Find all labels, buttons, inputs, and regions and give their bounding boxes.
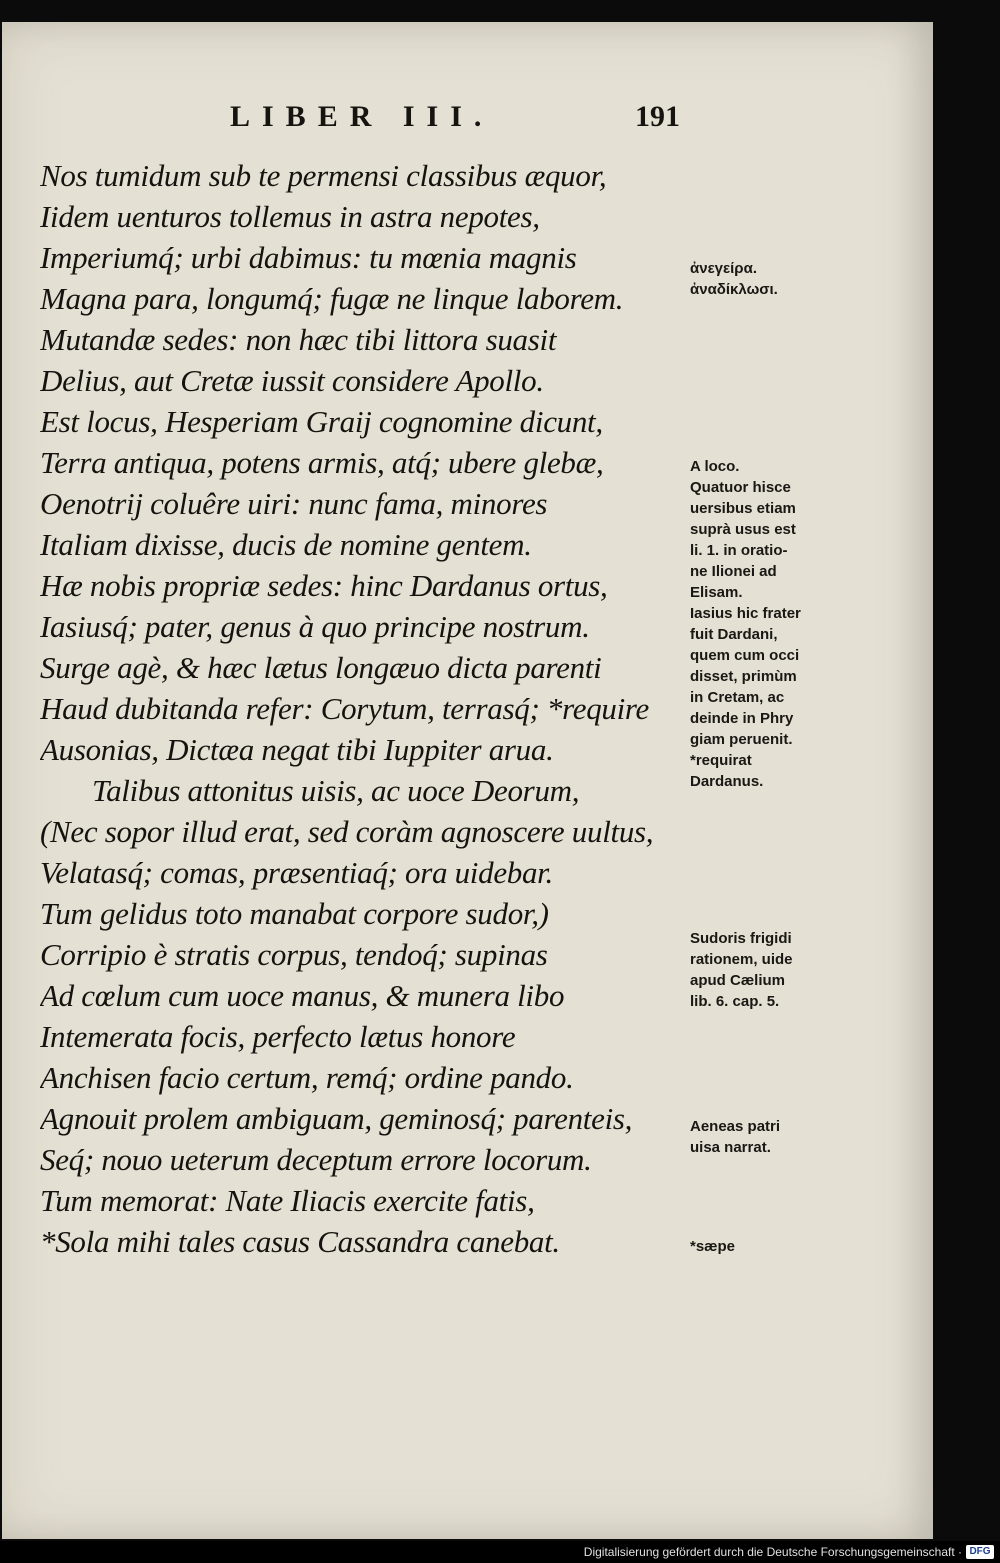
gloss-line: in Cretam, ac	[690, 689, 785, 706]
page-header	[230, 100, 680, 140]
verse-line: Iidem uenturos tollemus in astra nepotes,	[40, 199, 540, 234]
gloss-line: fuit Dardani,	[690, 626, 778, 643]
verse-line: Seq́; nouo ueterum deceptum errore locorum.	[40, 1142, 592, 1177]
verse-line: Iasiusq́; pater, genus à quo principe nostrum.	[40, 609, 590, 644]
verse-line: Velatasq́; comas, præsentiaq́; ora uidebar.	[40, 855, 553, 890]
gloss-line: Aeneas patri	[690, 1118, 781, 1135]
gloss-line: li. 1. in oratio-	[690, 542, 788, 559]
verse-line: *Sola mihi tales casus Cassandra canebat.	[40, 1224, 560, 1259]
verse-line: Talibus attonitus uisis, ac uoce Deorum,	[92, 773, 580, 808]
verse-line: Oenotrij coluêre uiri: nunc fama, minores	[40, 486, 548, 521]
verse-line: Agnouit prolem ambiguam, geminosq́; parenteis,	[40, 1101, 633, 1136]
gloss-line: rationem, uide	[690, 951, 793, 968]
marginal-gloss	[690, 258, 840, 300]
gloss-line: suprà usus est	[690, 521, 796, 538]
verse-line: Anchisen facio certum, remq́; ordine pando.	[40, 1060, 574, 1095]
gloss-line: ἀνεγείρα.	[690, 260, 757, 277]
verse-line: (Nec sopor illud erat, sed coràm agnoscere uultus,	[40, 814, 654, 849]
funding-notice: Digitalisierung gefördert durch die Deutsche Forschungsgemeinschaft ·	[583, 1545, 962, 1559]
verse-line: Terra antiqua, potens armis, atq́; ubere glebæ,	[40, 445, 604, 480]
gloss-line: A loco.	[690, 458, 740, 475]
page-number: 191	[635, 100, 680, 133]
gloss-line: giam peruenit.	[690, 731, 793, 748]
gloss-line: *sæpe	[690, 1238, 736, 1255]
gloss-line: Iasius hic frater	[690, 605, 801, 622]
gloss-line: lib. 6. cap. 5.	[690, 993, 780, 1010]
gloss-line: quem cum occi	[690, 647, 800, 664]
verse-line: Nos tumidum sub te permensi classibus æquor,	[40, 158, 607, 193]
gloss-line: uisa narrat.	[690, 1139, 771, 1156]
digitization-footer	[0, 1541, 1000, 1563]
marginal-gloss	[690, 456, 840, 792]
verse-line: Surge agè, & hæc lætus longæuo dicta parenti	[40, 650, 602, 685]
verse-line: Est locus, Hesperiam Graij cognomine dicunt,	[40, 404, 603, 439]
gloss-line: Elisam.	[690, 584, 743, 601]
verse-line: Imperiumq́; urbi dabimus: tu mœnia magnis	[40, 240, 577, 275]
verse-line: Corripio è stratis corpus, tendoq́; supinas	[40, 937, 548, 972]
gloss-line: deinde in Phry	[690, 710, 794, 727]
gloss-line: ἀναδίκλωσι.	[690, 281, 778, 298]
gloss-line: ne Ilionei ad	[690, 563, 777, 580]
dfg-logo: DFG	[966, 1545, 994, 1559]
gloss-line: disset, primùm	[690, 668, 797, 685]
marginal-gloss	[690, 928, 840, 1012]
verse-line: Tum memorat: Nate Iliacis exercite fatis,	[40, 1183, 535, 1218]
verse-line: Mutandæ sedes: non hæc tibi littora suasit	[40, 322, 557, 357]
verse-line: Magna para, longumq́; fugæ ne linque laborem.	[40, 281, 624, 316]
gloss-line: *requirat	[690, 752, 752, 769]
verse-line: Ad cœlum cum uoce manus, & munera libo	[40, 978, 565, 1013]
gloss-line: uersibus etiam	[690, 500, 796, 517]
marginal-gloss	[690, 1236, 840, 1257]
running-title: LIBER III.	[230, 100, 494, 133]
gloss-line: apud Cælium	[690, 972, 786, 989]
verse-line: Ausonias, Dictæa negat tibi Iuppiter arua.	[40, 732, 554, 767]
verse-line: Italiam dixisse, ducis de nomine gentem.	[40, 527, 532, 562]
verse-line: Haud dubitanda refer: Corytum, terrasq́; *require	[40, 691, 649, 726]
verse-line: Delius, aut Cretæ iussit considere Apollo.	[40, 363, 544, 398]
verse-line: Hæ nobis propriæ sedes: hinc Dardanus ortus,	[40, 568, 608, 603]
verse-line: Tum gelidus toto manabat corpore sudor,)	[40, 896, 549, 931]
gloss-line: Sudoris frigidi	[690, 930, 792, 947]
gloss-line: Quatuor hisce	[690, 479, 791, 496]
marginal-gloss	[690, 1116, 840, 1158]
verse-line: Intemerata focis, perfecto lætus honore	[40, 1019, 516, 1054]
gloss-line: Dardanus.	[690, 773, 764, 790]
